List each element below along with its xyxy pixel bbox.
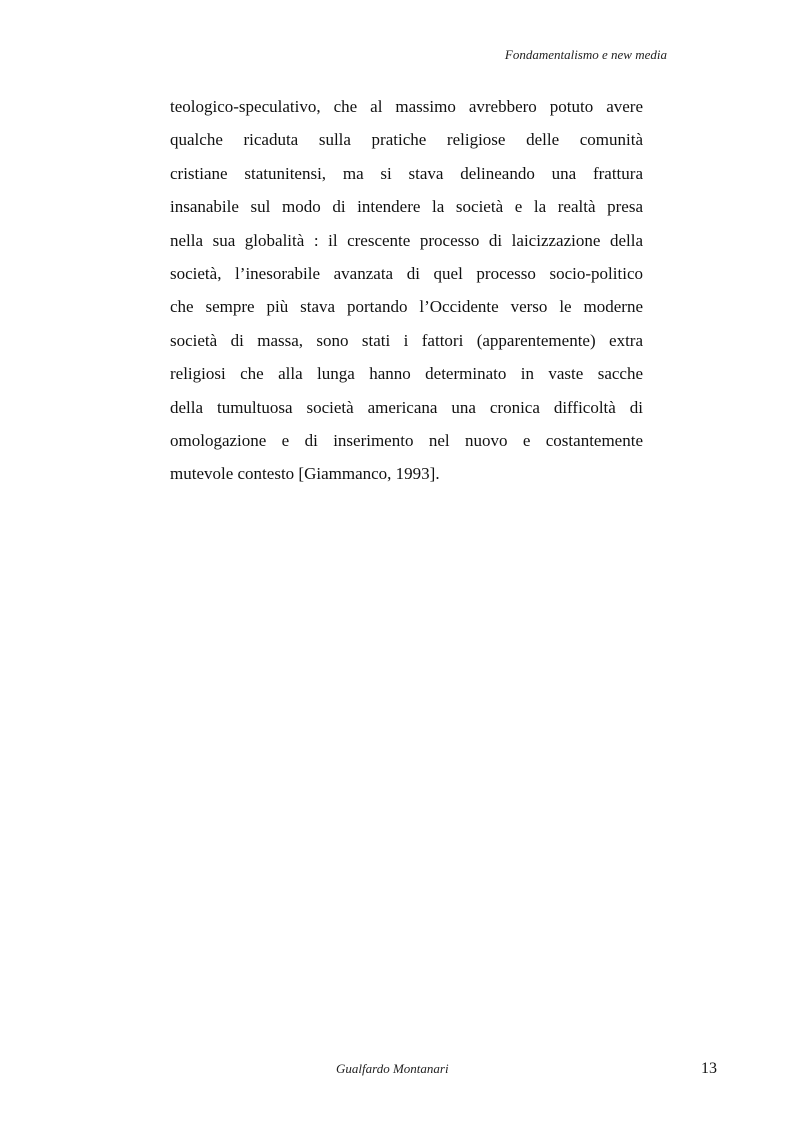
body-line: mutevole contesto [Giammanco, 1993]. xyxy=(170,464,440,484)
body-line: nella sua globalità : il crescente processo di laicizzazione della xyxy=(170,230,643,250)
page-number: 13 xyxy=(701,1060,717,1077)
body-line: insanabile sul modo di intendere la società e la realtà presa xyxy=(170,197,643,217)
body-line: società di massa, sono stati i fattori (apparentemente) extra xyxy=(170,330,643,350)
running-header: Fondamentalismo e new media xyxy=(504,47,667,62)
body-line: omologazione e di inserimento nel nuovo e costantemente xyxy=(170,431,643,451)
body-line: religiosi che alla lunga hanno determinato in vaste sacche xyxy=(170,364,643,384)
body-line: teologico-speculativo, che al massimo avrebbero potuto avere xyxy=(170,97,643,116)
body-paragraph xyxy=(170,90,643,491)
body-line: società, l’inesorabile avanzata di quel processo socio-politico xyxy=(170,264,643,284)
footer-author: Gualfardo Montanari xyxy=(336,1061,449,1076)
body-line: cristiane statunitensi, ma si stava delineando una frattura xyxy=(170,163,643,183)
body-line: qualche ricaduta sulla pratiche religiose delle comunità xyxy=(170,130,643,150)
body-line: della tumultuosa società americana una cronica difficoltà di xyxy=(170,397,643,417)
body-line: che sempre più stava portando l’Occidente verso le moderne xyxy=(170,297,643,317)
